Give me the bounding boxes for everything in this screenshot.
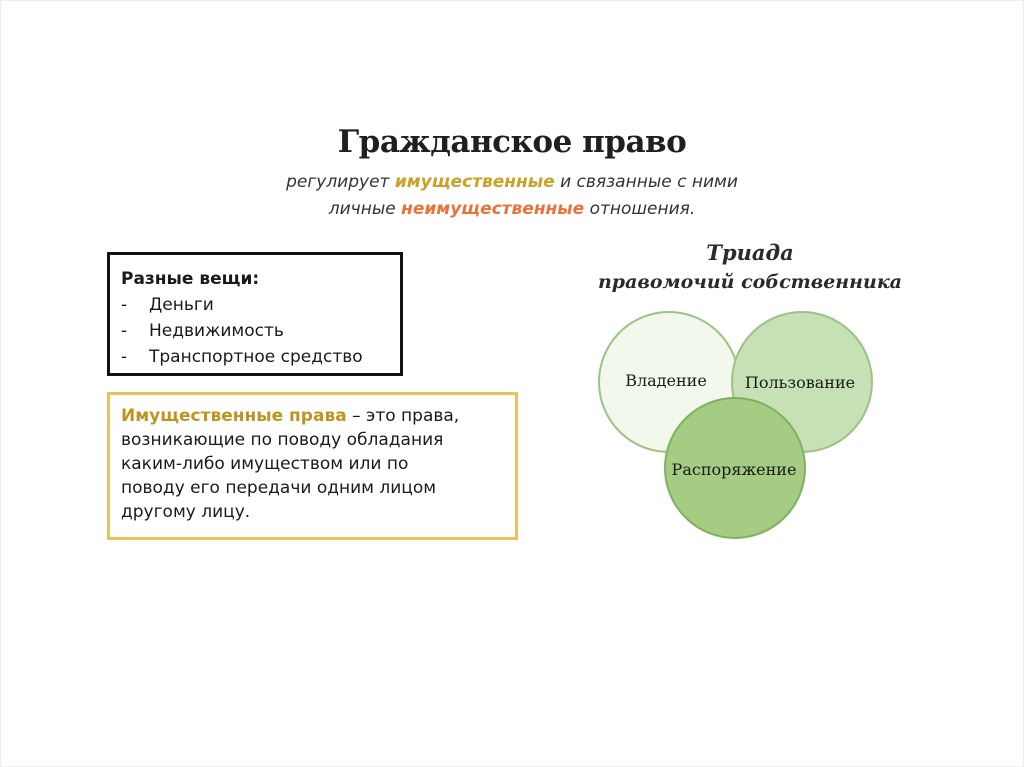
triad-venn-diagram <box>590 305 890 545</box>
subtitle-line-1-prefix: регулирует <box>286 172 395 192</box>
list-item-text: Транспортное средство <box>149 347 363 367</box>
things-box-heading: Разные вещи: <box>121 269 260 289</box>
list-item-text: Деньги <box>149 295 214 315</box>
definition-separator: – <box>346 406 366 426</box>
definition-line: поводу его передачи одним лицом <box>121 478 437 498</box>
highlight-non-property: неимущественные <box>401 199 585 219</box>
definition-line: возникающие по поводу обладания <box>121 430 444 450</box>
subtitle-line-2-suffix: отношения. <box>584 199 696 219</box>
definition-text: это права, <box>366 406 460 426</box>
circle-label-use: Пользование <box>744 373 856 392</box>
list-bullet: - <box>121 321 128 341</box>
definition-term: Имущественные права <box>121 406 347 426</box>
triad-title: Триада <box>706 240 794 265</box>
property-rights-definition-box <box>107 392 518 540</box>
definition-line <box>121 404 507 428</box>
list-bullet: - <box>121 295 128 315</box>
list-item <box>121 292 390 318</box>
list-item <box>121 344 390 370</box>
subtitle-line-1 <box>0 172 1024 192</box>
definition-line: другому лицу. <box>121 502 251 522</box>
things-box <box>107 252 403 376</box>
subtitle-line-1-suffix: и связанные с ними <box>554 172 738 192</box>
list-bullet: - <box>121 347 128 367</box>
highlight-property: имущественные <box>394 172 555 192</box>
definition-line: каким-либо имуществом или по <box>121 454 409 474</box>
triad-subtitle: правомочий собственника <box>597 271 902 293</box>
circle-label-disposal: Распоряжение <box>671 460 797 479</box>
subtitle-line-2 <box>0 199 1024 219</box>
list-item <box>121 318 390 344</box>
page-title: Гражданское право <box>337 124 687 160</box>
circle-label-possession: Владение <box>625 371 707 390</box>
subtitle-line-2-prefix: личные <box>328 199 402 219</box>
list-item-text: Недвижимость <box>149 321 284 341</box>
